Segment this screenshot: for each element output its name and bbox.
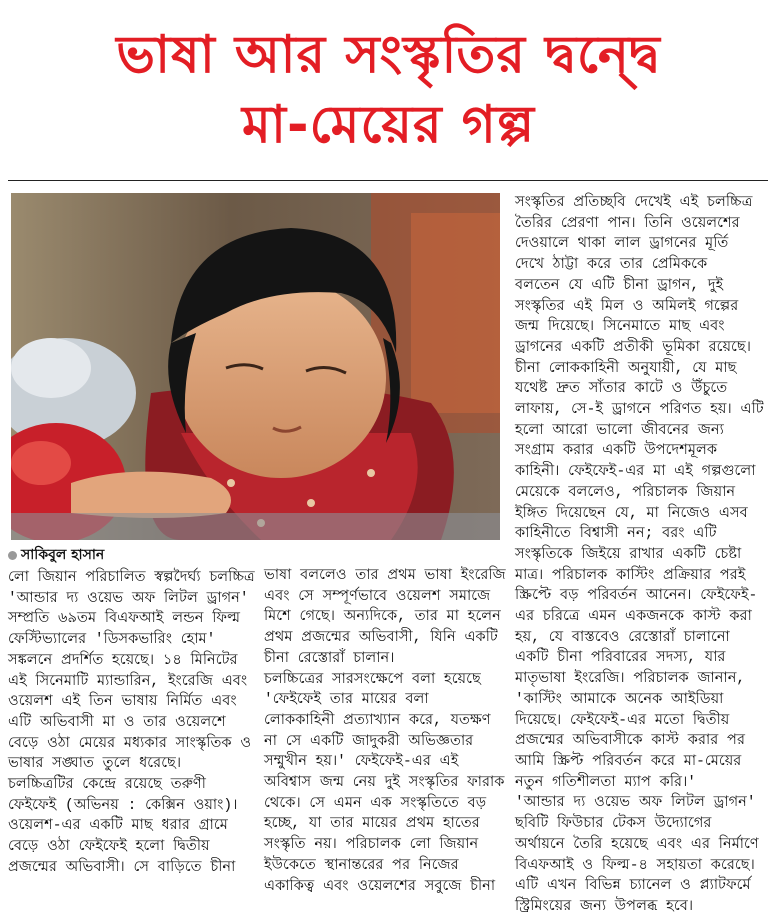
- byline-author: সাকিবুল হাসান: [21, 547, 105, 563]
- headline-line-2: মা-মেয়ের গল্প: [242, 95, 535, 155]
- column-right-text: সংস্কৃতির প্রতিচ্ছবি দেখেই এই চলচ্চিত্র তৈরির প্রেরণা পান। তিনি ওয়েলশের দেওয়ালে থাকা লাল ড্রাগনের মূর্তি দেখে ঠাট্টা করে তার প্রেমিককে বলতেন যে এটি চীনা ড্রাগন, দুই সংস্কৃতির এই মিল ও অমিলই গল্পের জন্ম দিয়েছে। সিনেমাতে মাছ এবং ড্রাগনের একটি প্রতীকী ভূমিকা রয়েছে। চীনা লোককাহিনী অনুযায়ী, যে মাছ যথেষ্ট দ্রুত সাঁতার কাটে ও উঁচুতে লাফায়, সে-ই ড্রাগনে পরিণত হয়। এটি হলো আরো ভালো জীবনের জন্য সংগ্রাম করার একটি উপদেশমূলক কাহিনী। ফেইফেই-এর মা এই গল্পগুলো মেয়েকে বললেও, পরিচালক জিয়ান ইঙ্গিত দিয়েছেন যে, মা নিজেও এসব কাহিনীতে বিশ্বাসী নন; বরং এটি সংস্কৃতিকে জিইয়ে রাখার একটি চেষ্টা মাত্র। পরিচালক কাস্টিং প্রক্রিয়ার পরই স্ক্রিপ্টে বড় পরিবর্তন আনেন। ফেইফেই- এর চরিত্রে এমন একজনকে কাস্ট করা হয়, যে বাস্তবেও রেস্তোরাঁ চালানো একটি চীনা পরিবারের সদস্য, যার মাতৃভাষা ইংরেজি। পরিচালক জানান, 'কাস্টিং আমাকে অনেক আইডিয়া দিয়েছে। ফেইফেই-এর মতো দ্বিতীয় প্রজন্মের অভিবাসীকে কাস্ট করার পর আমি স্ক্রিপ্ট পরিবর্তন করে মা-মেয়ের নতুন গতিশীলতা ম্যাপ করি।' 'আন্ডার দ্য ওয়েভ অফ লিটল ড্রাগন' ছবিটি ফিউচার টেকস উদ্যোগের অর্থায়নে তৈরি হয়েছে এবং এর নির্মাণে বিএফআই ও ফিল্ম-৪ সহায়তা করেছে। এটি এখন বিভিন্ন চ্যানেল ও প্ল্যাটফর্মে স্ট্রিমিংয়ের জন্য উপলব্ধ হবে।: [515, 195, 764, 915]
- column-middle-text: ভাষা বললেও তার প্রথম ভাষা ইংরেজি এবং সে সম্পূর্ণভাবে ওয়েলশ সমাজে মিশে গেছে। অন্যদিকে, তার মা হলেন প্রথম প্রজন্মের অভিবাসী, যিনি একটি চীনা রেস্তোরাঁ চালান। চলচ্চিত্রের সারসংক্ষেপে বলা হয়েছে 'ফেইফেই তার মায়ের বলা লোককাহিনী প্রত্যাখ্যান করে, যতক্ষণ না সে একটি জাদুকরী অভিজ্ঞতার সম্মুখীন হয়।' ফেইফেই-এর এই অবিশ্বাস জন্ম নেয় দুই সংস্কৃতির ফারাক থেকে। সে এমন এক সংস্কৃতিতে বড় হচ্ছে, যা তার মায়ের প্রথম হাতের সংস্কৃতি নয়। পরিচালক লো জিয়ান ইউকেতে স্থানান্তরের পর নিজের একাকিত্ব এবং ওয়েলশের সবুজে চীনা: [264, 568, 506, 895]
- article-photo: [11, 193, 500, 540]
- headline-line-1: ভাষা আর সংস্কৃতির দ্বন্দ্বে: [116, 25, 661, 85]
- top-divider: [8, 180, 768, 181]
- column-left-text: লো জিয়ান পরিচালিত স্বল্পদৈর্ঘ্য চলচ্চিত্র 'আন্ডার দ্য ওয়েভ অফ লিটল ড্রাগন' সম্প্রতি ৬৯তম বিএফআই লন্ডন ফিল্ম ফেস্টিভ্যালের 'ডিসকভারিং হোম' সঙ্কলনে প্রদর্শিত হয়েছে। ১৪ মিনিটের এই সিনেমাটি ম্যান্ডারিন, ইংরেজি এবং ওয়েলশ এই তিন ভাষায় নির্মিত এবং এটি অভিবাসী মা ও তার ওয়েলশে বেড়ে ওঠা মেয়ের মধ্যকার সাংস্কৃতিক ও ভাষার সঙ্ঘাত তুলে ধরেছে। চলচ্চিত্রটির কেন্দ্রে রয়েছে তরুণী ফেইফেই (অভিনয় : কেক্সিন ওয়াং)। ওয়েলশ-এর একটি মাছ ধরার গ্রামে বেড়ে ওঠা ফেইফেই হলো দ্বিতীয় প্রজন্মের অভিবাসী। সে বাড়িতে চীনা: [8, 570, 255, 876]
- girl-photo-illustration: [11, 193, 500, 540]
- byline: [8, 545, 104, 565]
- bullet-icon: [8, 551, 17, 560]
